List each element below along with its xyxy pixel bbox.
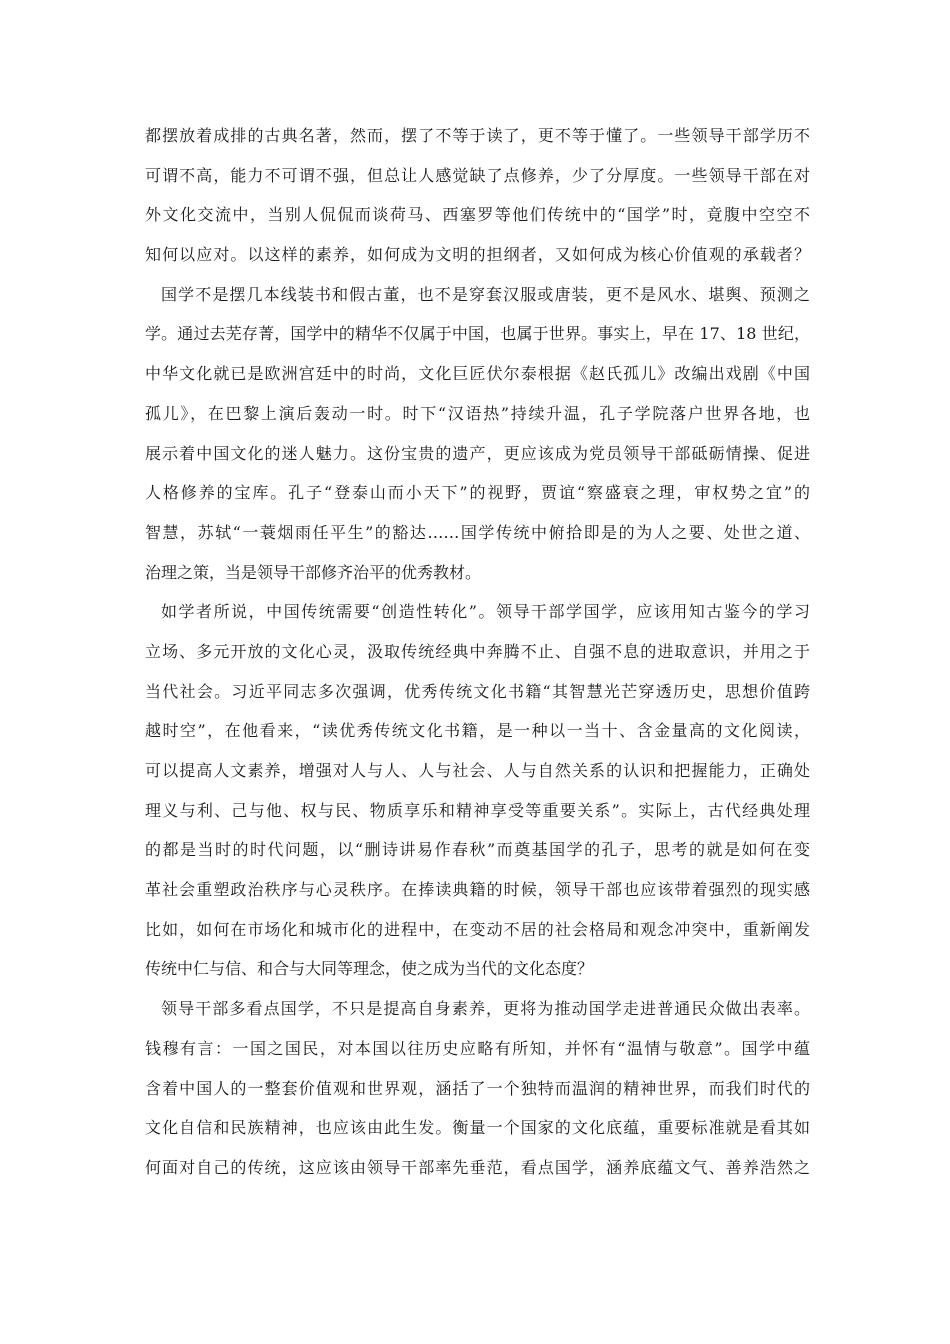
text-line: 孤儿》，在巴黎上演后轰动一时。时下“汉语热”持续升温，孔子学院落户世界各地，也 [145,403,810,423]
text-line: 文化自信和民族精神，也应该由此生发。衡量一个国家的文化底蕴，重要标准就是看其如 [145,1118,810,1138]
text-line: 可以提高人文素养，增强对人与人、人与社会、人与自然关系的认识和把握能力，正确处 [145,761,810,780]
text-line: 立场、多元开放的文化心灵，汲取传统经典中奔腾不止、自强不息的进取意识，并用之于 [145,641,810,661]
text-line: 知何以应对。以这样的素养，如何成为文明的担纲者，又如何成为核心价值观的承载者？ [145,245,810,265]
text-line: 都摆放着成排的古典名著，然而，摆了不等于读了，更不等于懂了。一些领导干部学历不 [145,126,810,145]
paragraph-1 [145,116,810,275]
document-body [145,116,810,1188]
text-line: 理义与利、己与他、权与民、物质享乐和精神享受等重要关系”。实际上，古代经典处理 [145,800,810,820]
paragraph-2 [145,275,810,593]
paragraph-4 [145,989,810,1187]
text-line: 的都是当时的时代问题，以“删诗讲易作春秋”而奠基国学的孔子，思考的就是如何在变 [145,840,810,860]
text-line: 治理之策，当是领导干部修齐治平的优秀教材。 [145,562,482,582]
text-line: 中华文化就已是欧洲宫廷中的时尚，文化巨匠伏尔泰根据《赵氏孤儿》改编出戏剧《中国 [145,364,810,384]
text-line: 人格修养的宝库。孔子“登泰山而小天下”的视野，贾谊“察盛衰之理，审权势之宜”的 [145,483,810,503]
text-line: 展示着中国文化的迷人魅力。这份宝贵的遗产，更应该成为党员领导干部砥砺情操、促进 [145,443,810,463]
text-line: 比如，如何在市场化和城市化的进程中，在变动不居的社会格局和观念冲突中，重新阐发 [145,919,810,939]
text-line: 何面对自己的传统，这应该由领导干部率先垂范，看点国学，涵养底蕴文气、善养浩然之 [145,1157,810,1177]
text-line: 钱穆有言：一国之国民，对本国以往历史应略有所知，并怀有“温情与敬意”。国学中蕴 [145,1038,810,1058]
paragraph-3 [145,592,810,989]
text-line: 革社会重塑政治秩序与心灵秩序。在捧读典籍的时候，领导干部也应该带着强烈的现实感 [145,880,810,900]
text-line: 含着中国人的一整套价值观和世界观，涵括了一个独特而温润的精神世界，而我们时代的 [145,1078,810,1098]
text-line: 可谓不高，能力不可谓不强，但总让人感觉缺了点修养，少了分厚度。一些领导干部在对 [145,165,810,185]
text-line: 传统中仁与信、和合与大同等理念，使之成为当代的文化态度？ [145,959,594,979]
text-line: 越时空”，在他看来，“读优秀传统文化书籍，是一种以一当十、含金量高的文化阅读， [145,721,810,741]
text-line: 外文化交流中，当别人侃侃而谈荷马、西塞罗等他们传统中的“国学”时，竟腹中空空不 [145,205,810,225]
text-line: 学。通过去芜存菁，国学中的精华不仅属于中国，也属于世界。事实上，早在 17、18 世纪， [145,324,810,344]
text-line: 如学者所说，中国传统需要“创造性转化”。领导干部学国学，应该用知古鉴今的学习 [161,602,810,622]
text-line: 国学不是摆几本线装书和假古董，也不是穿套汉服或唐装，更不是风水、堪舆、预测之 [161,284,810,304]
text-line: 当代社会。习近平同志多次强调，优秀传统文化书籍“其智慧光芒穿透历史，思想价值跨 [145,681,810,701]
text-line: 智慧，苏轼“一蓑烟雨任平生”的豁达……国学传统中俯拾即是的为人之要、处世之道、 [145,522,810,542]
text-line: 领导干部多看点国学，不只是提高自身素养，更将为推动国学走进普通民众做出表率。 [161,999,810,1019]
